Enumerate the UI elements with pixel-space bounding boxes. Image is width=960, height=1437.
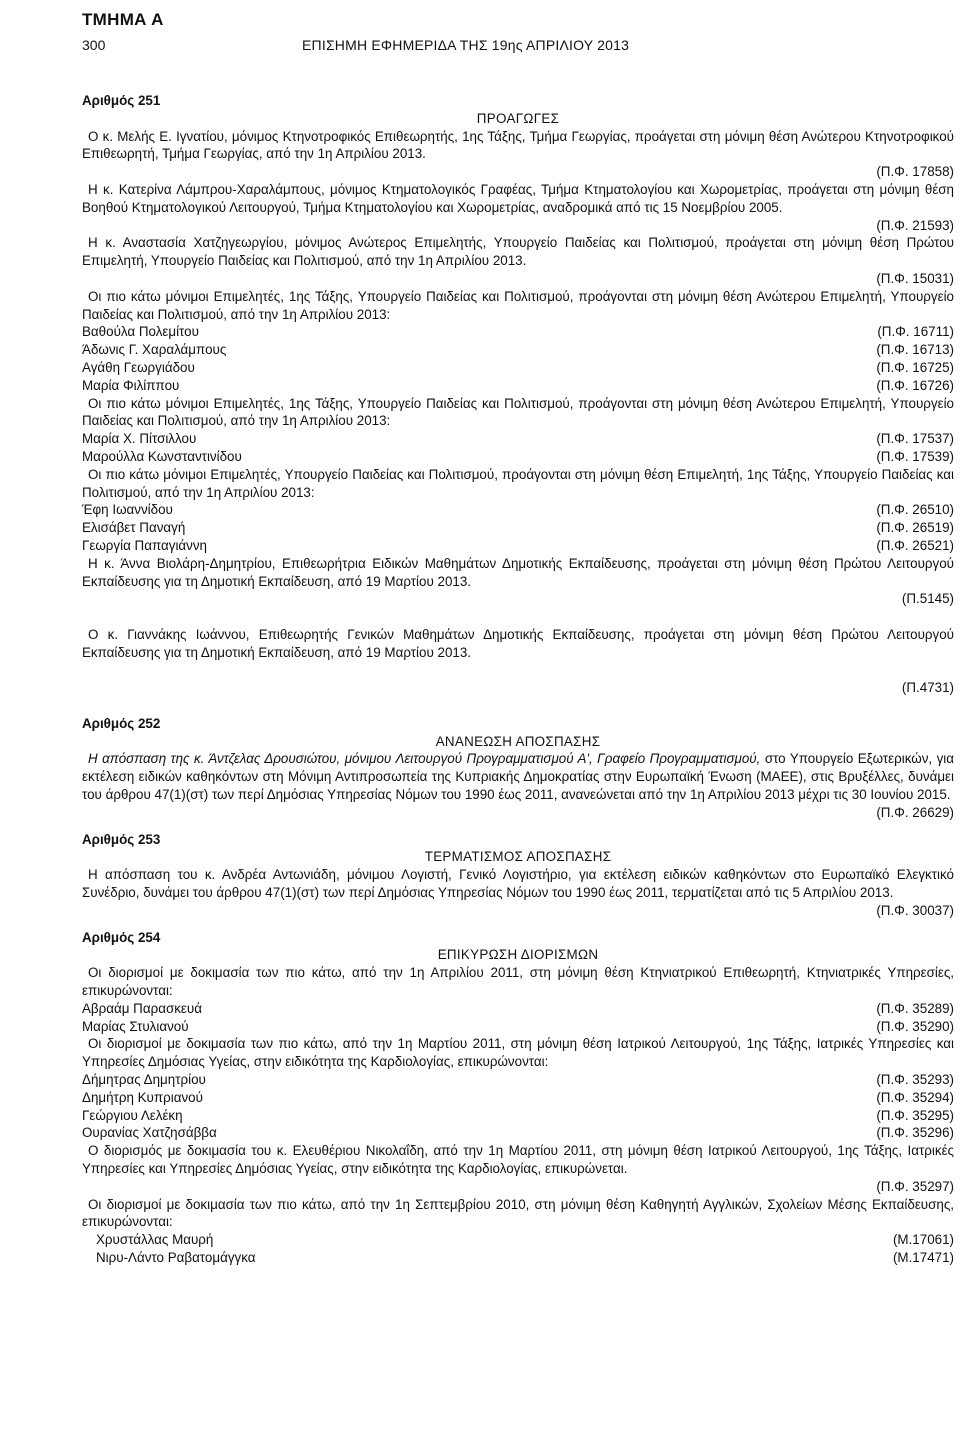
list-item	[82, 377, 954, 395]
paragraph: Η απόσπαση του κ. Ανδρέα Αντωνιάδη, μόνιμου Λογιστή, Γενικό Λογιστήριο, για εκτέλεση ειδικών καθηκόντων στο Ευρωπαϊκό Ελεγκτικό Συνέδριο, δυνάμει του άρθρου 47(1)(στ) των περί Δημόσιας Υπηρεσίας Νόμων του 1990 έως 2011, τερματίζεται από τις 5 Απριλίου 2013.	[82, 867, 954, 901]
paragraph: Ο διορισμός με δοκιμασία του κ. Ελευθέριου Νικολαΐδη, από την 1η Μαρτίου 2011, στη μόνιμη θέση Ιατρικού Λειτουργού, 1ης Τάξης, Ιατρικές Υπηρεσίες και Υπηρεσίες Δημόσιας Υγείας, στην ειδικότητα της Καρδιολογίας, επικυρώνεται.	[82, 1143, 954, 1177]
paragraph: Η κ. Άννα Βιολάρη-Δημητρίου, Επιθεωρήτρια Ειδικών Μαθημάτων Δημοτικής Εκπαίδευσης, προάγεται στη μόνιμη θέση Πρώτου Λειτουργού Εκπαίδευσης για τη Δημοτική Εκπαίδευση, από 19 Μαρτίου 2013.	[82, 555, 954, 589]
paragraph-rest: στο Υπουργείο Εξωτερικών, για εκτέλεση ειδικών καθηκόντων στη Μόνιμη Αντιπροσωπεία της Κυπριακής Δημοκρατίας στην Ευρωπαϊκή Ένωση (ΜΑΕΕ), στις Βρυξέλλες, δυνάμει του άρθρου 47(1)(στ) των περί Δημόσιας Υπηρεσίας Νόμων του 1990 έως 2011, ανανεώνεται από την 1η Απριλίου 2013 μέχρι τις 30 Ιουνίου 2015.	[82, 751, 954, 803]
section-title: ΤΜΗΜΑ Α	[82, 10, 164, 29]
list-item	[82, 430, 954, 448]
paragraph: Οι πιο κάτω μόνιμοι Επιμελητές, Υπουργείο Παιδείας και Πολιτισμού, προάγονται στη μόνιμη θέση Επιμελητή, 1ης Τάξης, Υπουργείο Παιδείας και Πολιτισμού, από την 1η Απριλίου 2013:	[82, 466, 954, 500]
notice-heading-251: ΠΡΟΑΓΩΓΕΣ	[476, 110, 560, 126]
notice-heading-253: ΤΕΡΜΑΤΙΣΜΟΣ ΑΠΟΣΠΑΣΗΣ	[424, 849, 612, 865]
list-item	[82, 341, 954, 359]
person-name: Μαρία Φιλίππου	[82, 377, 180, 393]
list-item	[82, 1249, 954, 1267]
person-name: Βαθούλα Πολεμίτου	[82, 324, 199, 340]
list-item	[82, 1018, 954, 1036]
paragraph: Οι διορισμοί με δοκιμασία των πιο κάτω, από την 1η Σεπτεμβρίου 2010, στη μόνιμη θέση Καθηγητή Αγγλικών, Σχολείων Μέσης Εκπαίδευσης, επικυρώνονται:	[82, 1196, 954, 1230]
paragraph-italic-lead: Η απόσπαση της κ. Άντζελας Δρουσιώτου, μόνιμου Λειτουργού Προγραμματισμού Α', Γραφείο Προγραμματισμού,	[88, 751, 761, 767]
list-item	[82, 1231, 954, 1249]
list-item	[82, 359, 954, 377]
list-item	[82, 1107, 954, 1125]
file-reference: (Π.Φ. 26510)	[876, 502, 954, 518]
person-name: Άδωνις Γ. Χαραλάμπους	[82, 342, 227, 358]
notice-heading-252: ΑΝΑΝΕΩΣΗ ΑΠΟΣΠΑΣΗΣ	[435, 733, 601, 749]
paragraph: Οι διορισμοί με δοκιμασία των πιο κάτω, από την 1η Μαρτίου 2011, στη μόνιμη θέση Ιατρικού Λειτουργού, 1ης Τάξης, Ιατρικές Υπηρεσίες και Υπηρεσίες Δημόσιας Υγείας, στην ειδικότητα της Καρδιολογίας, επικυρώνονται:	[82, 1036, 954, 1070]
list-item	[82, 501, 954, 519]
person-name: Αβραάμ Παρασκευά	[82, 1000, 202, 1016]
notice-number-253: Αριθμός 253	[82, 831, 161, 847]
list-item	[82, 519, 954, 537]
file-reference: (Π.Φ. 16726)	[876, 377, 954, 393]
list-item	[82, 1124, 954, 1142]
notice-number-252: Αριθμός 252	[82, 715, 161, 731]
file-reference: (Π.Φ. 21593)	[876, 217, 954, 233]
person-name: Έφη Ιωαννίδου	[82, 502, 173, 518]
list-item	[82, 1071, 954, 1089]
file-reference: (Π.Φ. 17858)	[876, 164, 954, 180]
person-name: Ουρανίας Χατζησάββα	[82, 1125, 217, 1141]
file-reference: (Π.Φ. 17539)	[876, 448, 954, 464]
file-reference: (Π.Φ. 35294)	[876, 1089, 954, 1105]
list-item	[82, 448, 954, 466]
person-name: Δήμητρας Δημητρίου	[82, 1072, 206, 1088]
person-name: Μαρούλλα Κωνσταντινίδου	[82, 448, 242, 464]
notice-number-251: Αριθμός 251	[82, 93, 161, 108]
paragraph: Ο κ. Μελής Ε. Ιγνατίου, μόνιμος Κτηνοτροφικός Επιθεωρητής, 1ης Τάξης, Τμήμα Γεωργίας, προάγεται στη μόνιμη θέση Ανώτερου Κτηνοτροφικού Επιθεωρητή, Τμήμα Γεωργίας, από την 1η Απριλίου 2013.	[82, 128, 954, 162]
file-reference: (Μ.17471)	[892, 1250, 954, 1265]
notice-number-254: Αριθμός 254	[82, 929, 161, 945]
file-reference: (Π.Φ. 30037)	[876, 902, 954, 918]
file-reference: (Π.Φ. 35293)	[876, 1072, 954, 1088]
file-reference: (Π.5145)	[901, 591, 954, 607]
file-reference: (Π.Φ. 35297)	[876, 1178, 954, 1194]
paragraph: Η κ. Αναστασία Χατζηγεωργίου, μόνιμος Ανώτερος Επιμελητής, Υπουργείο Παιδείας και Πολιτισμού, προάγεται στη μόνιμη θέση Πρώτου Επιμελητή, Υπουργείο Παιδείας και Πολιτισμού, από την 1η Απριλίου 2013.	[82, 235, 954, 269]
file-reference: (Π.Φ. 35296)	[876, 1125, 954, 1141]
list-item	[82, 537, 954, 555]
file-reference: (Π.Φ. 26519)	[876, 520, 954, 536]
file-reference: (Μ.17061)	[892, 1232, 954, 1248]
person-name: Αγάθη Γεωργιάδου	[82, 359, 195, 375]
paragraph	[82, 750, 954, 803]
list-item	[82, 1000, 954, 1018]
file-reference: (Π.4731)	[901, 680, 954, 696]
person-name: Ελισάβετ Παναγή	[82, 520, 186, 536]
list-item	[82, 1089, 954, 1107]
file-reference: (Π.Φ. 16713)	[876, 342, 954, 358]
notice-heading-254: ΕΠΙΚΥΡΩΣΗ ΔΙΟΡΙΣΜΩΝ	[437, 947, 599, 963]
gazette-title: ΕΠΙΣΗΜΗ ΕΦΗΜΕΡΙΔΑ ΤΗΣ 19ης ΑΠΡΙΛΙΟΥ 2013	[302, 37, 630, 53]
file-reference: (Π.Φ. 16711)	[877, 324, 954, 340]
paragraph: Η κ. Κατερίνα Λάμπρου-Χαραλάμπους, μόνιμος Κτηματολογικός Γραφέας, Τμήμα Κτηματολογίου και Χωρομετρίας, προάγεται στη μόνιμη θέση Βοηθού Κτηματολογικού Λειτουργού, Τμήμα Κτηματολογίου και Χωρομετρίας, αναδρομικά από τις 15 Νοεμβρίου 2005.	[82, 181, 954, 215]
document-body	[82, 92, 954, 1267]
page-number: 300	[82, 37, 106, 53]
file-reference: (Π.Φ. 35290)	[876, 1018, 954, 1034]
file-reference: (Π.Φ. 35295)	[876, 1107, 954, 1123]
paragraph: Οι διορισμοί με δοκιμασία των πιο κάτω, από την 1η Απριλίου 2011, στη μόνιμη θέση Κτηνιατρικού Επιθεωρητή, Κτηνιατρικές Υπηρεσίες, επικυρώνονται:	[82, 965, 954, 999]
file-reference: (Π.Φ. 26521)	[876, 537, 954, 553]
file-reference: (Π.Φ. 26629)	[876, 804, 954, 820]
paragraph: Ο κ. Γιαννάκης Ιωάννου, Επιθεωρητής Γενικών Μαθημάτων Δημοτικής Εκπαίδευσης, προάγεται στη μόνιμη θέση Πρώτου Λειτουργού Εκπαίδευσης για τη Δημοτική Εκπαίδευση, από 19 Μαρτίου 2013.	[82, 626, 954, 660]
list-item	[82, 323, 954, 341]
person-name: Γεωργία Παπαγιάννη	[82, 537, 208, 553]
person-name: Δημήτρη Κυπριανού	[82, 1089, 203, 1105]
paragraph: Οι πιο κάτω μόνιμοι Επιμελητές, 1ης Τάξης, Υπουργείο Παιδείας και Πολιτισμού, προάγονται στη μόνιμη θέση Ανώτερου Επιμελητή, Υπουργείο Παιδείας και Πολιτισμού, από την 1η Απριλίου 2013:	[82, 395, 954, 429]
person-name: Χρυστάλλας Μαυρή	[96, 1232, 214, 1248]
file-reference: (Π.Φ. 15031)	[876, 270, 954, 286]
file-reference: (Π.Φ. 35289)	[876, 1000, 954, 1016]
file-reference: (Π.Φ. 16725)	[876, 359, 954, 375]
paragraph: Οι πιο κάτω μόνιμοι Επιμελητές, 1ης Τάξης, Υπουργείο Παιδείας και Πολιτισμού, προάγονται στη μόνιμη θέση Ανώτερου Επιμελητή, Υπουργείο Παιδείας και Πολιτισμού, από την 1η Απριλίου 2013:	[82, 288, 954, 322]
file-reference: (Π.Φ. 17537)	[876, 431, 954, 447]
person-name: Μαρία Χ. Πίτσιλλου	[82, 431, 197, 447]
person-name: Γεώργιου Λελέκη	[82, 1107, 183, 1123]
person-name: Νιρυ-Λάντο Ραβατομάγγκα	[96, 1250, 256, 1265]
person-name: Μαρίας Στυλιανού	[82, 1018, 189, 1034]
